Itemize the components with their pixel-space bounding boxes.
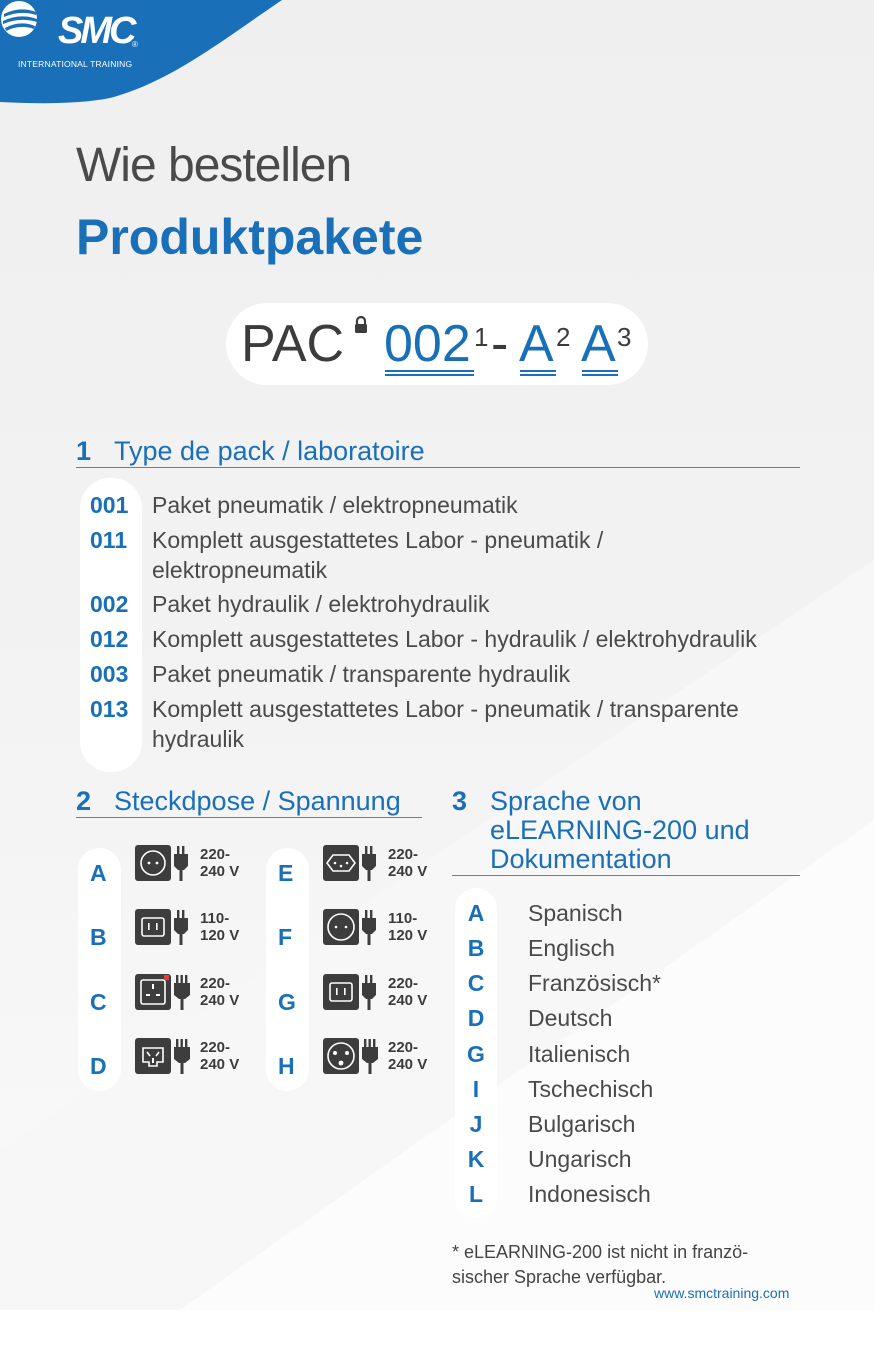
logo-subtitle: INTERNATIONAL TRAINING <box>18 59 133 69</box>
registered-mark: ® <box>132 40 138 49</box>
plug-letter: G <box>278 989 296 1015</box>
page-subtitle: Produktpakete <box>76 209 424 265</box>
plug-letter: H <box>278 1053 295 1079</box>
language-name: Indonesisch <box>528 1181 651 1207</box>
plug-voltage: 220- 240 V <box>200 846 240 880</box>
plug-letter: E <box>278 860 294 886</box>
pack-code: 013 <box>90 696 129 722</box>
language-letter: L <box>468 1181 484 1207</box>
language-letter: A <box>467 900 485 926</box>
socket-type-i-icon <box>134 1037 196 1075</box>
language-name: Tschechisch <box>528 1076 654 1102</box>
language-name: Französisch* <box>528 970 661 996</box>
section1-number: 1 <box>76 436 92 466</box>
logo-text: SMC <box>58 10 134 52</box>
pack-code: 001 <box>90 492 129 518</box>
section1-title: Type de pack / laboratoire <box>114 436 425 466</box>
language-name: Ungarisch <box>528 1146 632 1172</box>
brand-header <box>0 0 290 104</box>
website-link[interactable]: www.smctraining.com <box>654 1285 790 1301</box>
part3-underline <box>582 370 618 376</box>
page-title: Wie bestellen <box>76 139 352 192</box>
socket-type-a-flat-icon <box>322 973 384 1011</box>
order-code-sup3: 3 <box>617 322 632 352</box>
order-code-prefix: PAC <box>241 315 345 373</box>
pack-label: Paket pneumatik / transparente hydraulik <box>152 661 571 687</box>
pack-label: Komplett ausgestattetes Labor - pneumatik / elektropneumatik <box>152 527 604 583</box>
section3-number: 3 <box>452 786 468 816</box>
plug-voltage: 110- 120 V <box>200 910 240 944</box>
pack-code: 002 <box>90 591 129 617</box>
plug-voltage: 220- 240 V <box>388 975 428 1009</box>
footnote: * eLEARNING-200 ist nicht in franzö- sischer Sprache verfügbar. <box>452 1242 749 1287</box>
language-letter: C <box>467 970 485 996</box>
section1-divider <box>76 467 800 468</box>
language-letter: I <box>472 1076 480 1102</box>
socket-type-c-round-icon <box>322 908 384 946</box>
order-code-sup2: 2 <box>556 322 571 352</box>
language-name: Spanisch <box>528 900 623 926</box>
socket-type-d-icon <box>322 1037 384 1075</box>
part2-underline <box>520 370 556 376</box>
pack-code: 012 <box>90 626 129 652</box>
pack-code: 003 <box>90 661 129 687</box>
plug-voltage: 220- 240 V <box>388 846 428 880</box>
section1-code-column <box>80 478 142 772</box>
socket-type-c-icon <box>134 844 196 882</box>
plug-voltage: 220- 240 V <box>200 1039 240 1073</box>
language-letter: G <box>467 1041 485 1067</box>
language-letter: B <box>467 935 485 961</box>
language-name: Englisch <box>528 935 615 961</box>
plug-voltage: 110- 120 V <box>388 910 428 944</box>
section3-title: Sprache von eLEARNING-200 und Dokumentation <box>490 786 750 875</box>
section2-divider <box>76 817 422 818</box>
plug-letter: B <box>90 924 107 950</box>
pack-label: Komplett ausgestattetes Labor - pneumatik / transparente hydraulik <box>152 696 739 752</box>
order-code-part1: 002 <box>384 315 471 373</box>
order-code-part3: A <box>581 315 616 373</box>
language-name: Bulgarisch <box>528 1111 636 1137</box>
plug-letter: C <box>90 989 107 1015</box>
language-name: Italienisch <box>528 1041 631 1067</box>
language-letter: D <box>467 1005 485 1031</box>
smc-logo-icon <box>0 0 40 38</box>
language-letter: J <box>469 1111 483 1137</box>
order-code-sup1: 1 <box>474 322 489 352</box>
lock-icon <box>354 316 368 334</box>
pack-label: Paket pneumatik / elektropneumatik <box>152 492 518 518</box>
pack-code: 011 <box>90 527 128 553</box>
socket-type-g-icon <box>134 973 196 1011</box>
socket-type-j-icon <box>322 844 384 882</box>
part1-underline <box>385 370 474 376</box>
order-code-dash: - <box>491 315 509 373</box>
plug-voltage: 220- 240 V <box>200 975 240 1009</box>
section3-divider <box>452 875 800 876</box>
language-name: Deutsch <box>528 1005 613 1031</box>
plug-letter: A <box>90 860 107 886</box>
pack-label: Paket hydraulik / elektrohydraulik <box>152 591 490 617</box>
language-letter: K <box>467 1146 485 1172</box>
section2-number: 2 <box>76 786 92 816</box>
plug-letter: D <box>90 1053 107 1079</box>
section2-title: Steckdpose / Spannung <box>114 786 401 816</box>
order-code-part2: A <box>519 315 554 373</box>
plug-voltage: 220- 240 V <box>388 1039 428 1073</box>
plug-letter: F <box>278 924 293 950</box>
pack-label: Komplett ausgestattetes Labor - hydraulik / elektrohydraulik <box>152 626 757 652</box>
socket-type-a-icon <box>134 908 196 946</box>
